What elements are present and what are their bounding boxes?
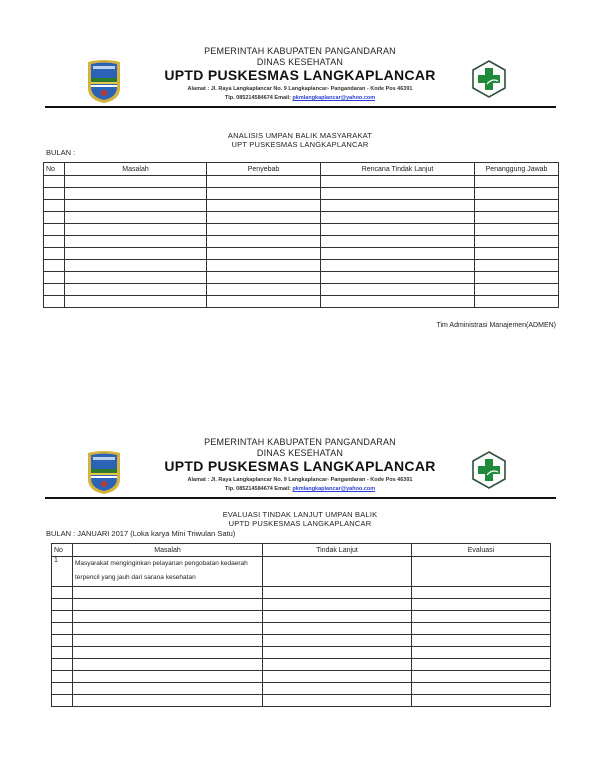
cell-no xyxy=(52,647,73,659)
phone-text: Tlp. 085214584674 Email: xyxy=(224,95,293,101)
institution-title: UPTD PUSKESMAS LANGKAPLANCAR xyxy=(164,458,436,474)
cell-tindak-lanjut xyxy=(263,659,412,671)
cell-penyebab xyxy=(207,200,321,212)
cell-evaluasi xyxy=(412,557,551,587)
cell-no xyxy=(52,671,73,683)
cell-evaluasi xyxy=(412,659,551,671)
email-link[interactable]: pkmlangkaplancar@yahoo.com xyxy=(292,95,376,101)
table-row xyxy=(44,248,559,260)
col-header-tindak-lanjut: Tindak Lanjut xyxy=(263,544,412,557)
cell-masalah xyxy=(73,587,263,599)
cell-tindak-lanjut xyxy=(263,647,412,659)
cell-no xyxy=(44,188,65,200)
cell-no xyxy=(52,635,73,647)
regency-crest-icon xyxy=(84,58,124,104)
cell-penyebab xyxy=(207,176,321,188)
cell-tindak-lanjut xyxy=(263,671,412,683)
table-header-row xyxy=(52,544,551,557)
table-row xyxy=(44,200,559,212)
cell-rencana xyxy=(321,284,475,296)
section2-title-line1: EVALUASI TINDAK LANJUT UMPAN BALIK xyxy=(222,510,378,519)
table-row xyxy=(52,623,551,635)
cell-penanggung-jawab xyxy=(475,296,559,308)
gov-name: PEMERINTAH KABUPATEN PANGANDARAN xyxy=(204,46,396,56)
cell-masalah xyxy=(65,296,207,308)
puskesmas-cross-icon xyxy=(471,451,507,489)
cell-penyebab xyxy=(207,272,321,284)
cell-rencana xyxy=(321,296,475,308)
cell-masalah xyxy=(65,224,207,236)
puskesmas-cross-icon xyxy=(471,60,507,98)
cell-masalah xyxy=(65,236,207,248)
cell-masalah xyxy=(65,260,207,272)
table-header-row xyxy=(44,163,559,176)
table-row xyxy=(52,683,551,695)
cell-no xyxy=(52,695,73,707)
cell-penanggung-jawab xyxy=(475,248,559,260)
cell-no xyxy=(52,623,73,635)
cell-penanggung-jawab xyxy=(475,200,559,212)
table-row xyxy=(44,296,559,308)
cell-masalah xyxy=(65,272,207,284)
cell-rencana xyxy=(321,200,475,212)
col-header-rencana: Rencana Tindak Lanjut xyxy=(321,163,475,176)
header-divider xyxy=(45,106,556,108)
cell-evaluasi xyxy=(412,695,551,707)
cell-rencana xyxy=(321,212,475,224)
cell-masalah xyxy=(73,659,263,671)
agency-name: DINAS KESEHATAN xyxy=(256,448,344,458)
cell-masalah xyxy=(73,647,263,659)
cell-evaluasi xyxy=(412,647,551,659)
cell-tindak-lanjut xyxy=(263,683,412,695)
cell-tindak-lanjut xyxy=(263,587,412,599)
cell-no xyxy=(52,659,73,671)
table-row xyxy=(52,611,551,623)
cell-no xyxy=(52,611,73,623)
cell-rencana xyxy=(321,176,475,188)
table-row xyxy=(44,188,559,200)
cell-no xyxy=(52,587,73,599)
table-row xyxy=(52,647,551,659)
cell-penanggung-jawab xyxy=(475,212,559,224)
feedback-evaluation-table xyxy=(51,543,551,707)
cell-tindak-lanjut xyxy=(263,623,412,635)
cell-rencana xyxy=(321,188,475,200)
cell-penanggung-jawab xyxy=(475,260,559,272)
col-header-evaluasi: Evaluasi xyxy=(412,544,551,557)
cell-no xyxy=(44,272,65,284)
section1-title xyxy=(150,131,450,149)
cell-tindak-lanjut xyxy=(263,599,412,611)
cell-no xyxy=(44,224,65,236)
cell-rencana xyxy=(321,236,475,248)
signature-team: Tim Administrasi Manajemen(ADMEN) xyxy=(436,322,556,329)
table-row xyxy=(52,557,551,587)
address-line: Alamat : Jl. Raya Langkaplancar No. 9 Langkaplancar- Pangandaran - Kode Pos 46391 xyxy=(187,86,413,92)
col-header-masalah: Masalah xyxy=(65,163,207,176)
gov-name: PEMERINTAH KABUPATEN PANGANDARAN xyxy=(204,437,396,447)
cell-evaluasi xyxy=(412,599,551,611)
header-divider xyxy=(45,497,556,499)
cell-penanggung-jawab xyxy=(475,224,559,236)
cell-penanggung-jawab xyxy=(475,284,559,296)
cell-penanggung-jawab xyxy=(475,188,559,200)
table-row xyxy=(52,599,551,611)
cell-penanggung-jawab xyxy=(475,176,559,188)
col-header-penanggung-jawab: Penanggung Jawab xyxy=(475,163,559,176)
contact-line xyxy=(130,486,470,492)
cell-no xyxy=(52,599,73,611)
cell-evaluasi xyxy=(412,671,551,683)
feedback-analysis-table xyxy=(43,162,559,308)
cell-masalah xyxy=(65,212,207,224)
cell-penanggung-jawab xyxy=(475,236,559,248)
cell-penyebab xyxy=(207,236,321,248)
cell-no xyxy=(44,236,65,248)
table-row xyxy=(44,272,559,284)
table-row xyxy=(44,224,559,236)
cell-no xyxy=(52,683,73,695)
cell-tindak-lanjut xyxy=(263,557,412,587)
table-row xyxy=(44,236,559,248)
contact-line xyxy=(130,95,470,101)
cell-masalah xyxy=(73,683,263,695)
cell-no xyxy=(44,248,65,260)
table-row xyxy=(52,695,551,707)
cell-evaluasi xyxy=(412,623,551,635)
phone-text: Tlp. 085214584674 Email: xyxy=(224,486,293,492)
cell-masalah xyxy=(73,695,263,707)
cell-penyebab xyxy=(207,224,321,236)
cell-masalah xyxy=(73,623,263,635)
cell-masalah xyxy=(65,200,207,212)
table-row xyxy=(44,260,559,272)
cell-evaluasi xyxy=(412,611,551,623)
table-row xyxy=(52,587,551,599)
table-row xyxy=(44,212,559,224)
cell-rencana xyxy=(321,248,475,260)
cell-rencana xyxy=(321,260,475,272)
cell-no xyxy=(44,176,65,188)
cell-no xyxy=(44,200,65,212)
cell-penyebab xyxy=(207,284,321,296)
cell-tindak-lanjut xyxy=(263,695,412,707)
cell-no xyxy=(44,296,65,308)
col-header-masalah: Masalah xyxy=(73,544,263,557)
cell-no xyxy=(44,212,65,224)
cell-masalah xyxy=(65,284,207,296)
cell-masalah xyxy=(65,248,207,260)
table-row xyxy=(52,659,551,671)
section1-month-label: BULAN : xyxy=(46,148,76,157)
institution-title: UPTD PUSKESMAS LANGKAPLANCAR xyxy=(164,67,436,83)
cell-masalah xyxy=(73,599,263,611)
table-row xyxy=(52,671,551,683)
cell-masalah xyxy=(65,176,207,188)
table-row xyxy=(52,635,551,647)
cell-rencana xyxy=(321,224,475,236)
section2-title-line2: UPTD PUSKESMAS LANGKAPLANCAR xyxy=(228,519,372,528)
cell-masalah xyxy=(73,611,263,623)
regency-crest-icon xyxy=(84,449,124,495)
cell-penyebab xyxy=(207,260,321,272)
cell-evaluasi xyxy=(412,683,551,695)
cell-penyebab xyxy=(207,212,321,224)
cell-penanggung-jawab xyxy=(475,272,559,284)
cell-no xyxy=(44,284,65,296)
address-line: Alamat : Jl. Raya Langkaplancar No. 9 Langkaplancar- Pangandaran - Kode Pos 46391 xyxy=(187,477,413,483)
cell-penyebab xyxy=(207,188,321,200)
cell-tindak-lanjut xyxy=(263,635,412,647)
cell-evaluasi xyxy=(412,635,551,647)
col-header-no: No xyxy=(44,163,65,176)
table-row xyxy=(44,284,559,296)
section2-month-label: BULAN : JANUARI 2017 (Loka karya Mini Triwulan Satu) xyxy=(46,529,236,538)
cell-evaluasi xyxy=(412,587,551,599)
agency-name: DINAS KESEHATAN xyxy=(256,57,344,67)
table-row xyxy=(44,176,559,188)
col-header-no: No xyxy=(52,544,73,557)
cell-masalah xyxy=(73,671,263,683)
col-header-penyebab: Penyebab xyxy=(207,163,321,176)
cell-tindak-lanjut xyxy=(263,611,412,623)
cell-rencana xyxy=(321,272,475,284)
section1-title-line1: ANALISIS UMPAN BALIK MASYARAKAT xyxy=(227,131,373,140)
section2-title xyxy=(150,510,450,528)
section1-title-line2: UPT PUSKESMAS LANGKAPLANCAR xyxy=(231,140,369,149)
cell-masalah xyxy=(65,188,207,200)
cell-penyebab xyxy=(207,248,321,260)
cell-masalah: Masyarakat menginginkan pelayanan pengobatan kedaerah terpencil yang jauh dari sarana kesehatan xyxy=(73,557,263,587)
cell-penyebab xyxy=(207,296,321,308)
cell-masalah xyxy=(73,635,263,647)
cell-no xyxy=(44,260,65,272)
cell-no: 1 xyxy=(52,557,73,587)
email-link[interactable]: pkmlangkaplancar@yahoo.com xyxy=(292,486,376,492)
